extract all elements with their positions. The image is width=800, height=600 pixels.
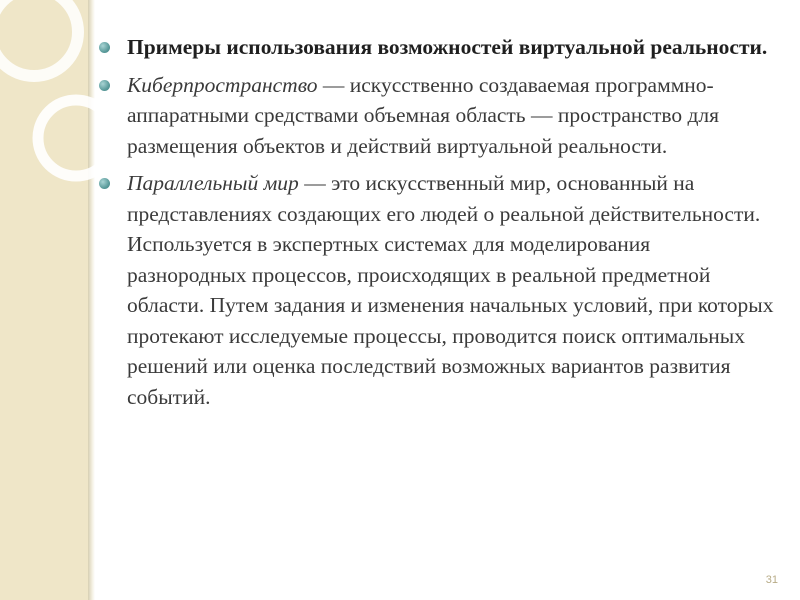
bullet-heading (95, 32, 775, 63)
deco-ring-large (0, 0, 78, 76)
definition-parallel-world: — это искусственный мир, основанный на представлениях создающих его людей о реальной действительности. Используется в экспертных системах для моделирования разнородных процессов, происходящих в реальной предметной области. Путем задания и изменения начальных условий, при которых протекают исследуемые процессы, проводится поиск оптимальных решений или оценка последствий возможных вариантов развития событий. (127, 171, 774, 409)
page-number: 31 (765, 574, 778, 586)
bullet-cyberspace (95, 70, 775, 162)
bullet-icon (99, 178, 110, 189)
term-cyberspace: Киберпространство (127, 72, 318, 97)
slide-heading: Примеры использования возможностей виртуальной реальности. (127, 35, 768, 59)
term-parallel-world: Параллельный мир (127, 171, 299, 195)
bullet-icon (99, 42, 110, 53)
bullet-parallel-world (95, 168, 775, 412)
bullet-icon (99, 80, 110, 91)
slide-content (95, 32, 775, 419)
definition-cyberspace: — искусственно создаваемая программно-аппаратными средствами объемная область — пространство для размещения объектов и действий виртуальной реальности. (127, 72, 720, 158)
